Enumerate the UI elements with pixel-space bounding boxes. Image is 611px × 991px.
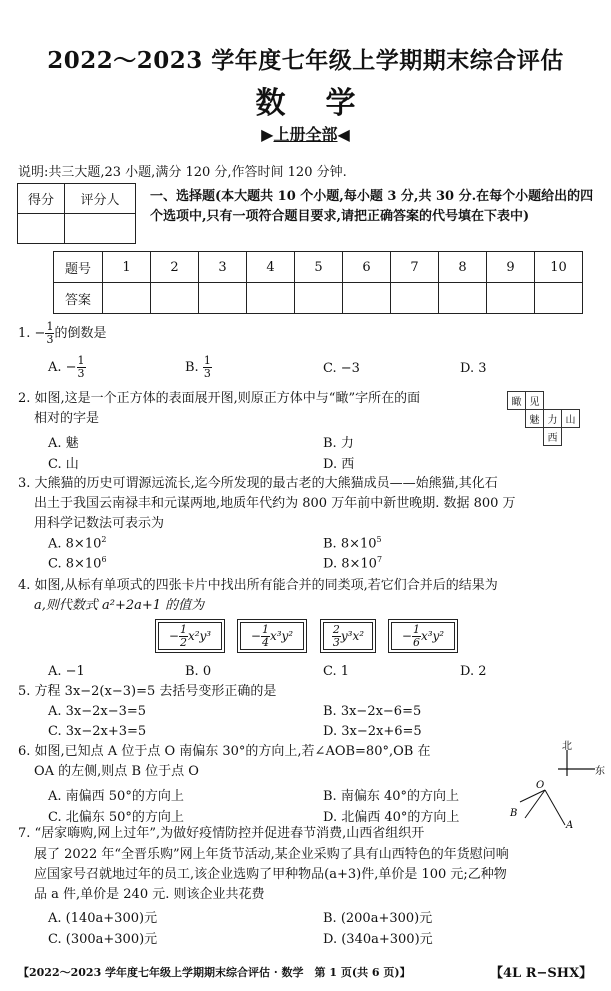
point-o-label: O [536, 780, 545, 791]
answer-table-number: 10 [535, 252, 583, 283]
q3-option-d[interactable]: D. $8\times 10^7$ [323, 555, 383, 572]
q1-option-d[interactable]: D. 3 [460, 361, 487, 376]
net-cell: 山 [562, 410, 580, 428]
exam-note: 说明:共三大题,23 小题,满分 120 分,作答时间 120 分钟. [18, 165, 347, 180]
q7-line2: 展了 2022 年“全晋乐购”网上年货节活动,某企业采购了具有山西特色的年货慰问响 [34, 847, 509, 862]
q4-line1: 4. 如图,从标有单项式的四张卡片中找出所有能合并的同类项,若它们合并后的结果为 [18, 578, 498, 593]
answer-cell[interactable] [247, 283, 295, 314]
score-table [17, 183, 136, 244]
grader-cell[interactable] [65, 214, 136, 244]
answer-table-number: 7 [391, 252, 439, 283]
answer-cell[interactable] [439, 283, 487, 314]
answer-table-number: 4 [247, 252, 295, 283]
q2-line1: 2. 如图,这是一个正方体的表面展开图,则原正方体中与“瞰”字所在的面 [18, 391, 421, 406]
q7-option-b[interactable]: B. (200a+300)元 [323, 911, 433, 926]
net-cell: 魅 [526, 410, 544, 428]
q1-option-c[interactable]: C. −3 [323, 361, 360, 376]
q1-option-a[interactable]: A. − $\frac{1}{3}$ [48, 354, 85, 380]
q7-option-a[interactable]: A. (140a+300)元 [48, 911, 158, 926]
net-cell: 西 [544, 428, 562, 446]
score-cell[interactable] [18, 214, 65, 244]
answer-cell[interactable] [151, 283, 199, 314]
q2-option-d[interactable]: D. 西 [323, 457, 355, 472]
q3-option-b[interactable]: B. $8\times 10^5$ [323, 535, 382, 552]
q3-option-c[interactable]: C. $8\times 10^6$ [48, 555, 107, 572]
q2-option-b[interactable]: B. 力 [323, 436, 354, 451]
monomial-card-2: − $\frac{1}{4}$ x³y² [237, 619, 307, 653]
paper-code: 【4L R−SHX】 [490, 966, 593, 981]
q1-option-b[interactable]: B. $\frac{1}{3}$ [185, 354, 211, 380]
q1-fraction: $\frac{1}{3}$ [46, 320, 54, 346]
q4-line2: a,则代数式 a²+2a+1 的值为 [34, 598, 205, 613]
q3-line2: 出土于我国云南禄丰和元谋两地,地质年代约为 800 万年前中新世晚期. 数据 800 万 [34, 496, 516, 511]
q4-option-d[interactable]: D. 2 [460, 664, 487, 679]
answer-table-number: 2 [151, 252, 199, 283]
answer-table-number: 3 [199, 252, 247, 283]
q7-option-d[interactable]: D. (340a+300)元 [323, 932, 433, 947]
answer-table-number: 1 [103, 252, 151, 283]
direction-figure [500, 740, 605, 832]
scope-text: 上册全部 [273, 125, 338, 144]
q4-option-c[interactable]: C. 1 [323, 664, 350, 679]
question-1-stem [18, 321, 106, 346]
answer-cell[interactable] [391, 283, 439, 314]
grader-header: 评分人 [65, 184, 136, 214]
q4-option-a[interactable]: A. −1 [48, 664, 85, 679]
q5-option-d[interactable]: D. 3x−2x+6=5 [323, 724, 422, 739]
q2-option-c[interactable]: C. 山 [48, 457, 79, 472]
net-cell: 瞰 [508, 392, 526, 410]
answer-table-num-header: 题号 [54, 252, 103, 283]
q3-option-a[interactable]: A. $8\times 10^2$ [48, 535, 107, 552]
q7-option-c[interactable]: C. (300a+300)元 [48, 932, 158, 947]
q7-line1: 7. “居家嗨购,网上过年”,为做好疫情防控并促进春节消费,山西省组织开 [18, 826, 425, 841]
answer-table-ans-header: 答案 [54, 283, 103, 314]
answer-table-number: 8 [439, 252, 487, 283]
north-label: 北 [562, 741, 572, 752]
q2-option-a[interactable]: A. 魅 [48, 436, 79, 451]
answer-cell[interactable] [343, 283, 391, 314]
q7-line4: 品 a 件,单价是 240 元. 则该企业共花费 [34, 887, 265, 902]
q5-option-a[interactable]: A. 3x−2x−3=5 [48, 704, 147, 719]
answer-table-number: 5 [295, 252, 343, 283]
answer-cell[interactable] [487, 283, 535, 314]
score-header: 得分 [18, 184, 65, 214]
q5-option-b[interactable]: B. 3x−2x−6=5 [323, 704, 422, 719]
exam-title: 2022～2023 学年度七年级上学期期末综合评估 [47, 47, 564, 74]
net-cell: 见 [526, 392, 544, 410]
answer-table-number: 9 [487, 252, 535, 283]
monomial-card-1: − $\frac{1}{2}$ x²y³ [155, 619, 225, 653]
point-b-label: B [510, 808, 518, 819]
answer-cell[interactable] [103, 283, 151, 314]
q1-prefix: 1. − [18, 326, 46, 341]
q5-stem: 5. 方程 3x−2(x−3)=5 去括号变形正确的是 [18, 684, 277, 699]
net-cell: 力 [544, 410, 562, 428]
answer-cell[interactable] [295, 283, 343, 314]
q1-suffix: 的倒数是 [54, 326, 107, 341]
point-a-label: A [566, 820, 574, 831]
answer-table [53, 251, 583, 314]
q7-line3: 应国家号召就地过年的员工,该企业选购了甲种物品(a+3)件,单价是 100 元;乙种物 [34, 867, 507, 882]
q6-option-c[interactable]: C. 北偏东 50°的方向上 [48, 810, 184, 825]
q6-line2: OA 的左侧,则点 B 位于点 O [34, 764, 199, 779]
monomial-card-4: − $\frac{1}{6}$ x³y² [388, 619, 458, 653]
q6-option-d[interactable]: D. 北偏西 40°的方向上 [323, 810, 460, 825]
q3-line1: 3. 大熊猫的历史可谓源远流长,迄今所发现的最古老的大熊猫成员——始熊猫,其化石 [18, 476, 498, 491]
section-1-instructions: 一、选择题(本大题共 10 个小题,每小题 3 分,共 30 分.在每个小题给出的四个选项中,只有一项符合题目要求,请把正确答案的代号填在下表中) [150, 189, 594, 224]
q4-option-b[interactable]: B. 0 [185, 664, 212, 679]
q3-line3: 用科学记数法可表示为 [34, 516, 165, 531]
page-footer: 【2022～2023 学年度七年级上学期期末综合评估 · 数学 第 1 页(共 6 页)】 [18, 966, 411, 979]
cube-net-figure [507, 391, 580, 446]
answer-cell[interactable] [199, 283, 247, 314]
answer-cell[interactable] [535, 283, 583, 314]
q6-option-a[interactable]: A. 南偏西 50°的方向上 [48, 789, 184, 804]
q6-line1: 6. 如图,已知点 A 位于点 O 南偏东 30°的方向上,若∠AOB=80°,OB 在 [18, 744, 431, 759]
scope-label: ▶上册全部◀ [261, 125, 350, 144]
monomial-card-3: $\frac{2}{3}$ y³x² [320, 619, 376, 653]
answer-table-number: 6 [343, 252, 391, 283]
q2-line2: 相对的字是 [34, 411, 100, 426]
q5-option-c[interactable]: C. 3x−2x+3=5 [48, 724, 147, 739]
east-label: 东 [595, 766, 605, 777]
q6-option-b[interactable]: B. 南偏东 40°的方向上 [323, 789, 459, 804]
subject-title: 数学 [255, 86, 396, 121]
